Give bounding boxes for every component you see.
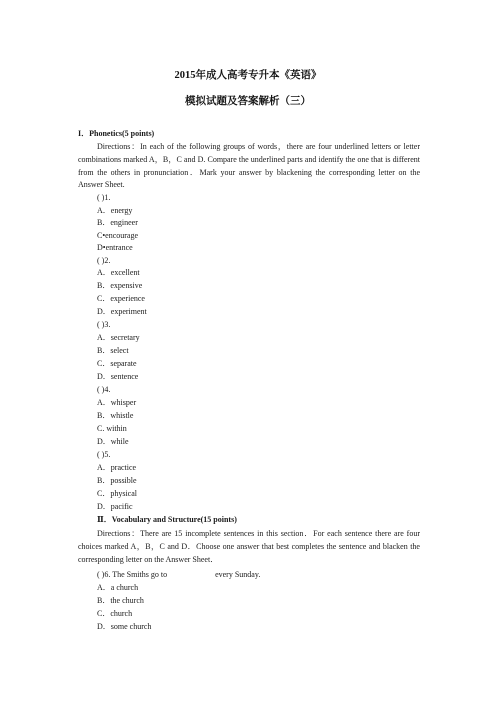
document-title: 2015年成人高考专升本《英语》: [174, 70, 322, 81]
option: A．whisper: [97, 398, 137, 407]
question-number: ( )2.: [97, 256, 111, 265]
option: A．secretary: [97, 333, 140, 342]
question-number: ( )1.: [97, 193, 111, 202]
section1-heading: I．Phonetics(5 points): [78, 129, 155, 138]
question-number: ( )5.: [97, 450, 111, 459]
option: C•encourage: [97, 231, 139, 240]
option: C．separate: [97, 359, 137, 368]
option: C. within: [97, 424, 127, 433]
section1-directions: Directions：In each of the following groups of words，there are four underlined letters or letter combinations marked A，B，C and D. Compare the underlined parts and identify the one that is different from the others in pronunciation．Mark your answer by blackening the corresponding letter on the Answer Sheet.: [78, 142, 420, 190]
option: A．practice: [97, 463, 137, 472]
option: B．the church: [97, 596, 144, 605]
question-number: ( )6.: [97, 570, 111, 579]
section2-heading: Ⅱ．Vocabulary and Structure(15 points): [97, 515, 237, 524]
option: D．sentence: [97, 372, 139, 381]
option: B．select: [97, 346, 129, 355]
option: B．expensive: [97, 281, 143, 290]
option: B．possible: [97, 476, 137, 485]
document-subtitle: 模拟试题及答案解析（三）: [185, 96, 311, 107]
question-number: ( )4.: [97, 385, 111, 394]
question-6: [97, 570, 260, 580]
option: A．a church: [97, 583, 139, 592]
section2-directions: Directions：There are 15 incomplete sentences in this section．For each sentence there are four choices marked A，B，C and D．Choose one answer that best completes the sentence and blacken the corresponding letter on the Answer Sheet．: [78, 529, 420, 564]
option: D．experiment: [97, 307, 147, 316]
option: D．pacific: [97, 502, 133, 511]
option: D．some church: [97, 622, 152, 631]
option: B．whistle: [97, 411, 134, 420]
question-stem-before: The Smiths go to: [112, 570, 168, 579]
question-number: ( )3.: [97, 320, 111, 329]
option: C．church: [97, 609, 133, 618]
option: D．while: [97, 437, 129, 446]
option: A．energy: [97, 206, 133, 215]
option: C．experience: [97, 294, 145, 303]
option: B．engineer: [97, 218, 138, 227]
option: C．physical: [97, 489, 137, 498]
option: A．excellent: [97, 268, 140, 277]
option: D•entrance: [97, 243, 133, 252]
question-stem-after: every Sunday.: [215, 570, 261, 579]
